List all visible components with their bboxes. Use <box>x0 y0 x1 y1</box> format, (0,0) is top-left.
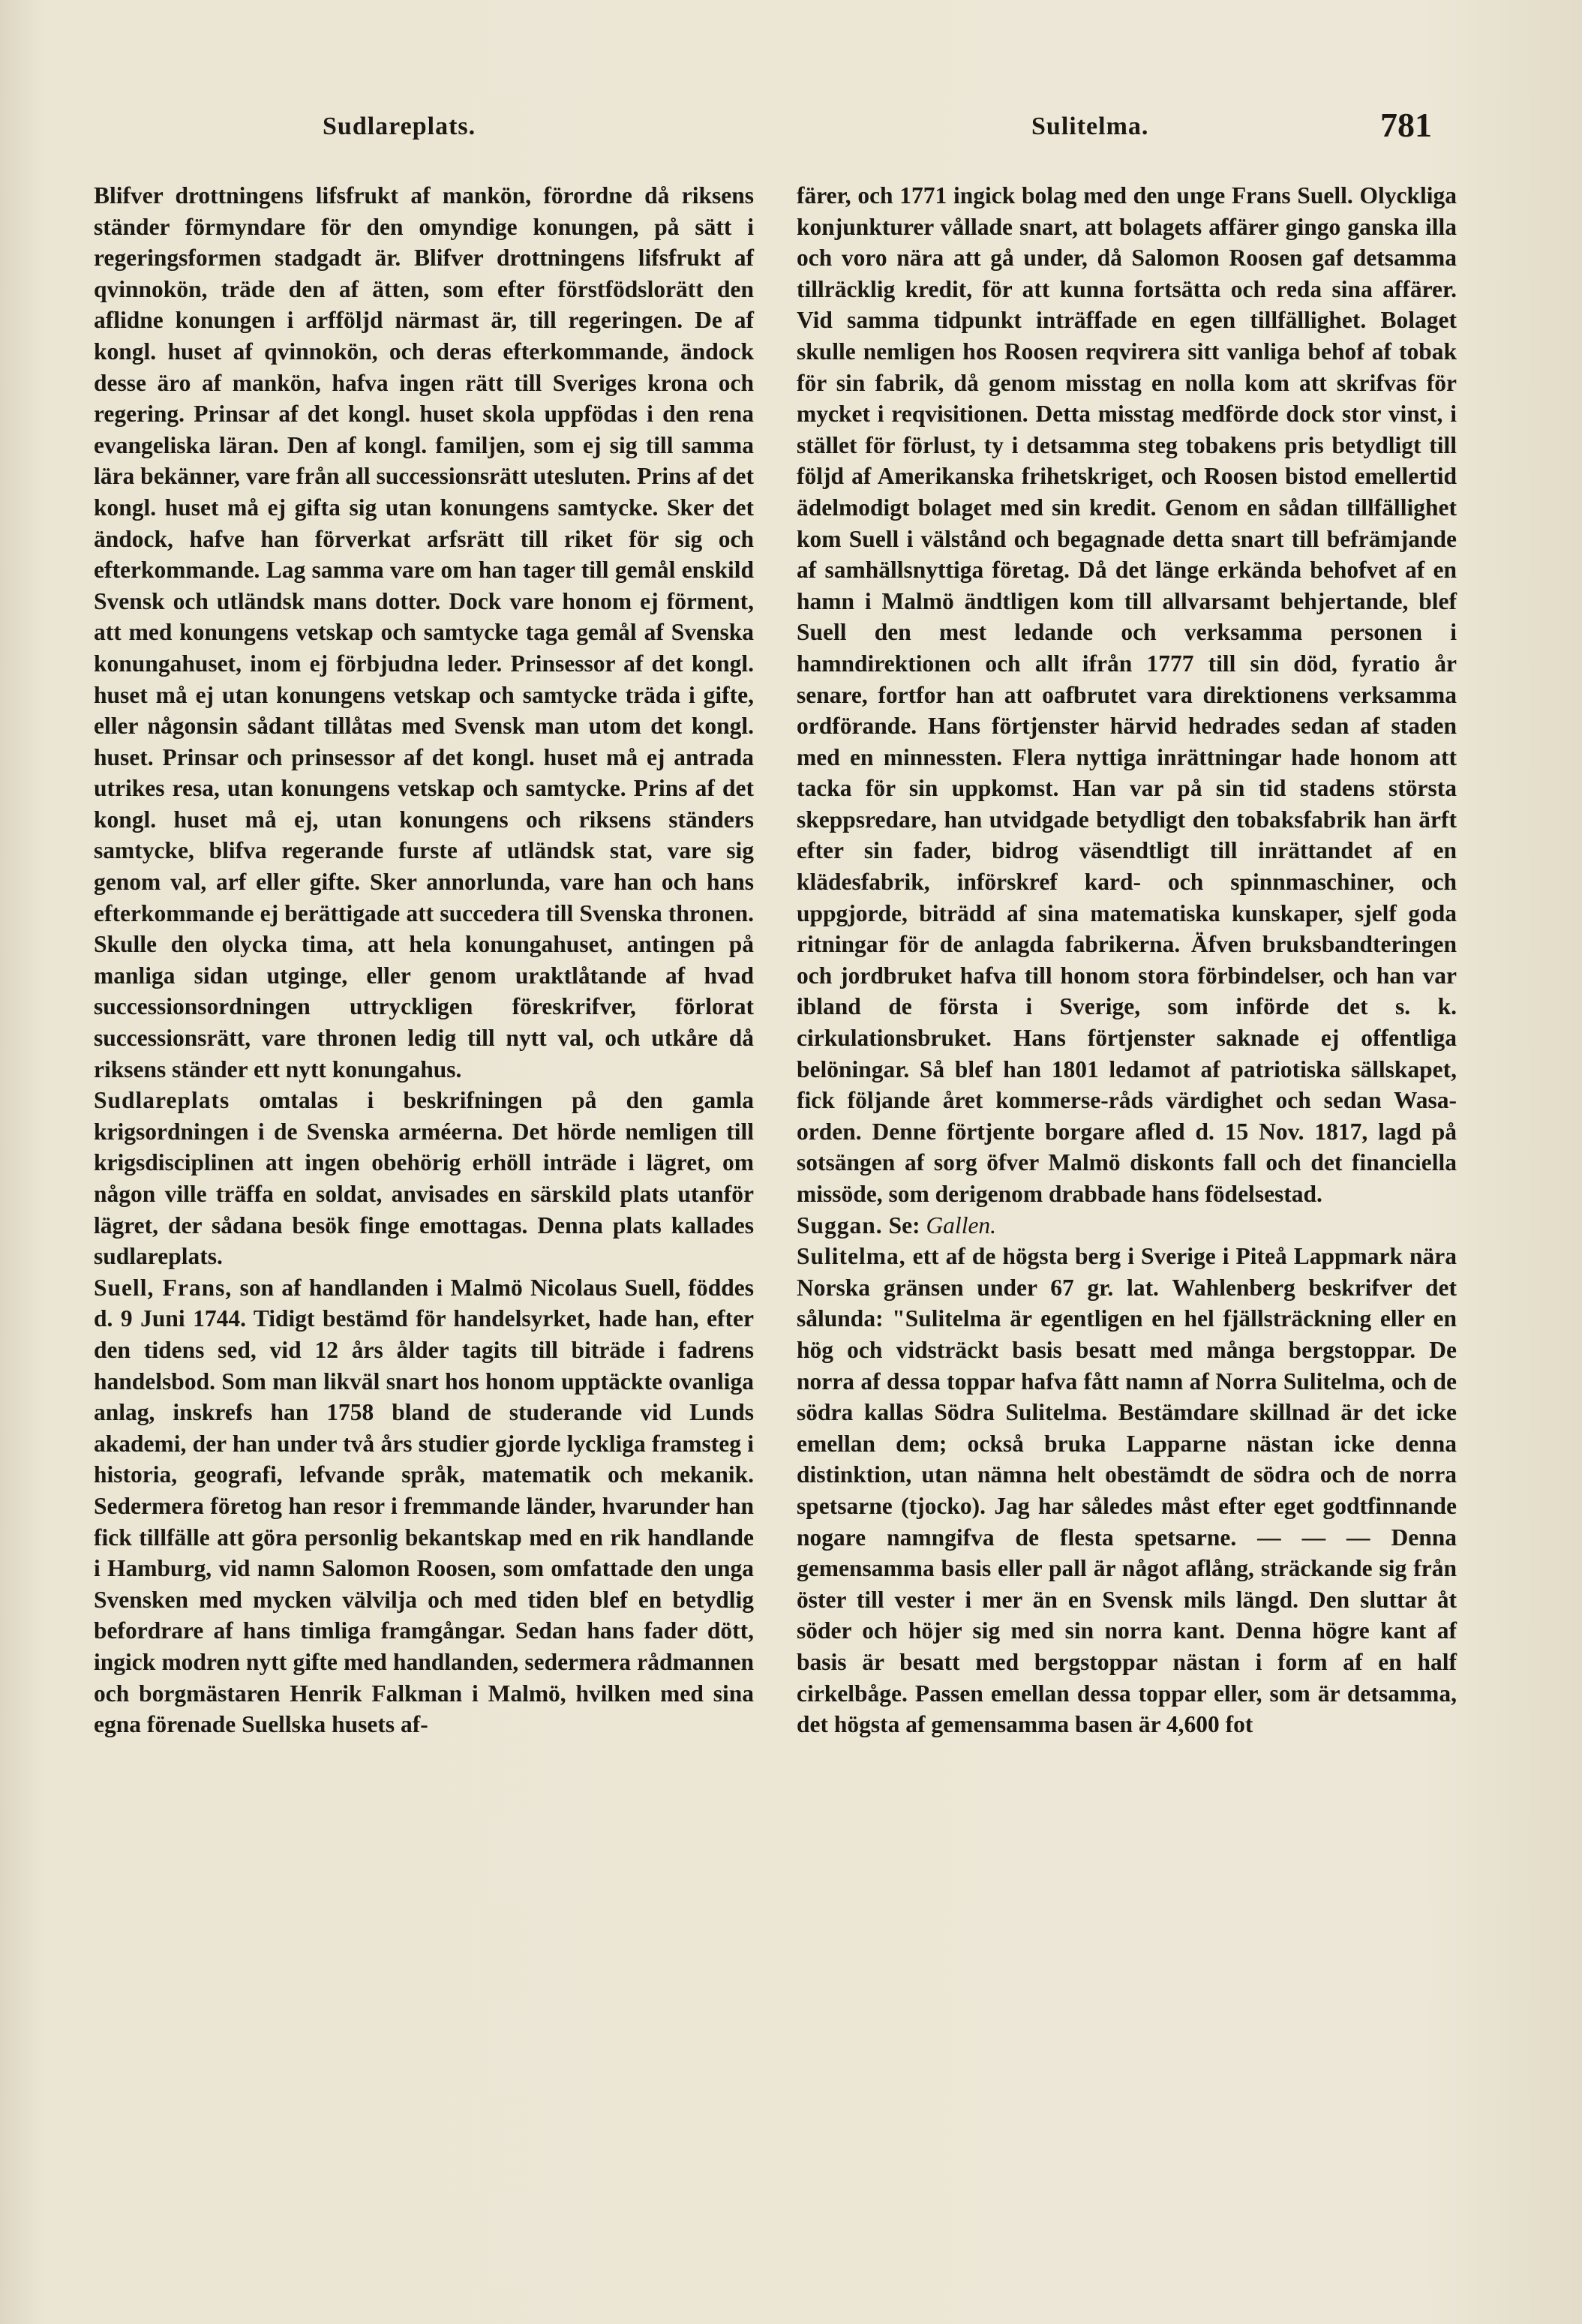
headword-suggan: Suggan. <box>797 1212 883 1239</box>
page-number: 781 <box>1380 106 1432 144</box>
entry-sulitelma <box>797 1241 1457 1740</box>
left-column <box>94 180 754 1740</box>
entry-sudlareplats-text: omtalas i beskrifningen på den gamla krigsordningen i de Svenska arméerna. Det hörde nemligen till krigsdisciplinen att ingen obehörig erhöll inträde i lägret, om någon ville träffa en soldat, anvisades en särskild plats utanför lägret, der sådana besök finge emottagas. Denna plats kallades sudlareplats. <box>94 1087 754 1270</box>
headword-suell: Suell, Frans, <box>94 1274 233 1301</box>
running-head-left: Sudlareplats. <box>323 113 476 140</box>
paragraph-suell-continued: färer, och 1771 ingick bolag med den unge Frans Suell. Olyckliga konjunkturer vållade snart, att bolagets affärer gingo ganska illa och voro nära att gå under, då Salomon Roosen gaf detsamma tillräcklig kredit, för att kunna fortsätta och reda sina affärer. Vid samma tidpunkt inträffade en egen tillfällighet. Bolaget skulle nemligen hos Roosen reqvirera sitt vanliga behof af tobak för sin fabrik, då genom misstag en nolla kom att skrifvas för mycket i reqvisitionen. Detta misstag medförde dock stor vinst, i stället för förlust, ty i detsamma steg tobakens pris betydligt till följd af Amerikanska frihetskriget, och Roosen bistod emellertid ädelmodigt bolaget med sin kredit. Genom en sådan tillfällighet kom Suell i välstånd och begagnade detta snart till befrämjande af samhällsnyttiga företag. Då det länge erkända behofvet af en hamn i Malmö ändtligen kom till allvarsamt behjertande, blef Suell den mest ledande och verksamma personen i hamndirektionen och allt ifrån 1777 till sin död, fyratio år senare, fortfor han att oafbrutet vara direktionens verksamma ordförande. Hans förtjenster härvid hedrades sedan af staden med en minnessten. Flera nyttiga inrättningar hade honom att tacka för sin uppkomst. Han var på sin tid stadens största skeppsredare, han utvidgade betydligt den tobaksfabrik han ärft efter sin fader, bidrog väsendtligt till inrättandet af en klädesfabrik, införskref kard- och spinnmaschiner, och uppgjorde, biträdd af sina matematiska kunskaper, sjelf goda ritningar för de anlagda fabrikerna. Äfven bruksbandteringen och jordbruket hafva till honom stora förbindelser, och han var ibland de första i Sverige, som införde det s. k. cirkulationsbruket. Hans förtjenster saknade ej offentliga belöningar. Så blef han 1801 ledamot af patriotiska sällskapet, fick följande året kommerse-råds värdighet och sedan Wasa-orden. Denne förtjente borgare afled d. 15 Nov. 1817, lagd på sotsängen af sorg öfver Malmö diskonts fall och det financiella missöde, som derigenom drabbade hans födelsestad. <box>797 182 1457 1207</box>
entry-suell <box>94 1272 754 1740</box>
entry-suell-text: son af handlanden i Malmö Nicolaus Suell, föddes d. 9 Juni 1744. Tidigt bestämd för handelsyrket, hade han, efter den tidens sed, vid 12 års ålder tagits till biträde i fadrens handelsbod. Som man likväl snart hos honom upptäckte ovanliga anlag, inskrefs han 1758 bland de studerande vid Lunds akademi, der han under två års studier gjorde lyckliga framsteg i historia, geografi, lefvande språk, matematik och mekanik. Sedermera företog han resor i fremmande länder, hvarunder han fick tillfälle att göra personlig bekantskap med en rik handlande i Hamburg, vid namn Salomon Roosen, som omfattade den unga Svensken med mycken välvilja och med tiden blef en betydlig befordrare af hans timliga framgångar. Sedan hans fader dött, ingick modren nytt gifte med handlanden, sedermera rådmannen och borgmästaren Henrik Falkman i Malmö, hvilken med sina egna förenade Suellska husets af- <box>94 1274 754 1738</box>
entry-suggan-see: Se: <box>882 1212 926 1239</box>
entry-suggan-reference: Gallen. <box>926 1212 997 1239</box>
headword-sudlareplats: Sudlareplats <box>94 1087 230 1114</box>
right-column <box>797 180 1457 1740</box>
headword-sulitelma: Sulitelma, <box>797 1243 906 1270</box>
entry-sulitelma-text: ett af de högsta berg i Sverige i Piteå Lappmark nära Norska gränsen under 67 gr. lat. Wahlenberg beskrifver det sålunda: "Sulitelma är egentligen en hel fjällsträckning eller en hög och vidsträckt basis besatt med många bergstoppar. De norra af dessa toppar hafva fått namn af Norra Sulitelma, och de södra kallas Södra Sulitelma. Bestämdare skillnad är det icke emellan dem; också bruka Lapparne nästan icke denna distinktion, utan nämna helt obestämdt de södra och de norra spetsarne (tjocko). Jag har således måst efter eget godtfinnande nogare namngifva de flesta spetsarne. — — — Denna gemensamma basis eller pall är något aflång, sträckande sig från öster till vester i mer än en Svensk mils längd. Den sluttar åt söder och höjer sig med sin norra kant. Denna högre kant af basis är besatt med bergstoppar nästan i form af en half cirkelbåge. Passen emellan dessa toppar eller, som är detsamma, det högsta af gemensamma basen är 4,600 fot <box>797 1243 1457 1738</box>
running-head-right: Sulitelma. <box>1031 113 1149 140</box>
paragraph-succession: Blifver drottningens lifsfrukt af mankön, förordne då riksens ständer förmyndare för den omyndige konungen, på sätt i regeringsformen stadgadt är. Blifver drottningens lifsfrukt af qvinnokön, träde den af ätten, som efter förstfödslorätt den aflidne konungen i arfföljd närmast är, till regeringen. De af kongl. huset af qvinnokön, och deras efterkommande, ändock desse äro af mankön, hafva ingen rätt till Sveriges krona och regering. Prinsar af det kongl. huset skola uppfödas i den rena evangeliska läran. Den af kongl. familjen, som ej sig till samma lära bekänner, vare från all successionsrätt utesluten. Prins af det kongl. huset må ej gifta sig utan konungens samtycke. Sker det ändock, hafve han förverkat arfsrätt till riket för sig och efterkommande. Lag samma vare om han tager till gemål enskild Svensk och utländsk mans dotter. Dock vare honom ej förment, att med konungens vetskap och samtycke taga gemål af Svenska konungahuset, inom ej förbjudna leder. Prinsessor af det kongl. huset må ej utan konungens vetskap och samtycke träda i gifte, eller någonsin sådant tillåtas med Svensk man utom det kongl. huset. Prinsar och prinsessor af det kongl. huset må ej antrada utrikes resa, utan konungens vetskap och samtycke. Prins af det kongl. huset må ej, utan konungens och riksens ständers samtycke, blifva regerande furste af utländsk stat, vare sig genom val, arf eller gifte. Sker annorlunda, vare han och hans efterkommande ej berättigade att succedera till Svenska thronen. Skulle den olycka tima, att hela konungahuset, antingen på manliga sidan utginge, eller genom uraktlåtande af hvad successionsordningen uttryckligen föreskrifver, förlorat successionsrätt, vare thronen ledig till nytt val, och utkåre då riksens ständer ett nytt konungahus. <box>94 182 754 1082</box>
entry-suggan <box>797 1210 1457 1242</box>
entry-sudlareplats <box>94 1085 754 1272</box>
